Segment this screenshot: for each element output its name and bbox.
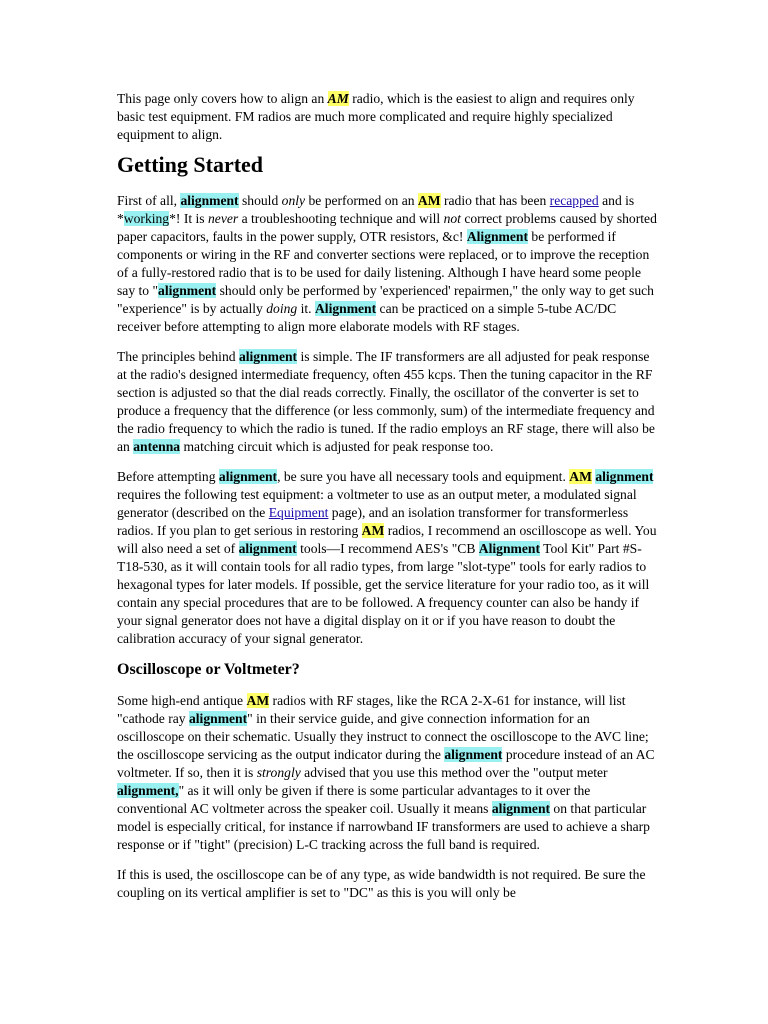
text-run: radio that has been	[440, 193, 550, 208]
highlight-alignment: alignment,	[117, 783, 179, 798]
paragraph-if-this-is-used	[117, 866, 657, 902]
intro-paragraph	[117, 90, 657, 144]
highlight-am	[328, 91, 349, 106]
text-run: AM	[327, 91, 349, 106]
text-run: can be practiced on a simple 5-tube AC/DC receiver before attempting to align more elaborate models with RF stages.	[117, 301, 617, 334]
paragraph-first-of-all	[117, 192, 657, 336]
text-run: should only be performed by 'experienced' repairmen," the only way to get such "experience" is by actually	[117, 283, 654, 316]
text-run: First of all,	[117, 193, 181, 208]
text-run: If this is used, the oscilloscope can be of any type, as wide bandwidth is not required. Be sure the coupling on its vertical amplifier is set to "DC" as this is you will only be	[117, 867, 646, 900]
text-run: radios, I recommend an oscilloscope as well. You will also need a set of	[117, 523, 657, 556]
highlight-alignment: alignment	[238, 349, 298, 364]
highlight-am: AM	[361, 523, 385, 538]
text-run: a troubleshooting technique and will	[238, 211, 444, 226]
heading-getting-started: Getting Started	[117, 152, 264, 177]
paragraph-before-attempting	[117, 468, 657, 648]
highlight-antenna: antenna	[133, 439, 181, 454]
document-body	[117, 90, 657, 914]
emphasis: only	[281, 193, 306, 208]
text-run: The principles behind	[117, 349, 239, 364]
emphasis: doing	[266, 301, 298, 316]
emphasis: never	[208, 211, 239, 226]
highlight-alignment: alignment	[444, 747, 503, 762]
highlight-alignment: Alignment	[314, 301, 377, 316]
highlight-alignment: alignment	[180, 193, 239, 208]
text-run: requires the following test equipment: a voltmeter to use as an output meter, a modulated signal generator (described on the	[117, 487, 637, 520]
text-run: procedure instead of an AC voltmeter. If so, then it is	[117, 747, 655, 780]
text-run: tools—I recommend AES's "CB	[296, 541, 479, 556]
text-run: Tool Kit" Part #S-T18-530, as it will contain tools for all radio types, from large "slot-type" tools for early radios to hexagonal types for later models. If possible, get the service literature for your radio too, as it will contain any special procedures that are to be followed. A frequency counter can also be handy if your signal generator does not have a digital display on it or if you have reason to doubt the calibration accuracy of your signal generator.	[117, 541, 650, 646]
text-run: is simple. The IF transformers are all adjusted for peak response at the radio's designed intermediate frequency, often 455 kcps. Then the tuning capacitor in the RF section is adjusted so that the dial reads correctly. Finally, the oscillator of the converter is set to produce a frequency that the difference (or less commonly, sum) of the intermediate frequency and the radio frequency to which the radio is tuned. If the radio employs an RF stage, there will also be an	[117, 349, 655, 454]
link-recapped[interactable]: recapped	[549, 193, 599, 208]
emphasis: not	[443, 211, 461, 226]
text-run: correct problems caused by shorted paper capacitors, faults in the power supply, OTR resistors, &c!	[117, 211, 657, 244]
text-run: This page only covers how to align an	[117, 91, 328, 106]
text-run: advised that you use this method over the "output meter	[300, 765, 608, 780]
text-run: be performed if components or wiring in the RF and converter sections were replaced, or to improve the reception of a fully-restored radio that is to be used for daily listening. Although I have heard some people say to "	[117, 229, 650, 298]
text-run: Some high-end antique	[117, 693, 247, 708]
highlight-am: AM	[417, 193, 441, 208]
emphasis: strongly	[256, 765, 301, 780]
text-run: *! It is	[169, 211, 208, 226]
text-run: " as it will only be given if there is some particular advantages to it over the conventional AC voltmeter across the speaker coil. Usually it means	[117, 783, 591, 816]
highlight-alignment: alignment	[238, 541, 297, 556]
highlight-alignment: alignment	[218, 469, 278, 484]
text-run: be performed on an	[305, 193, 418, 208]
paragraph-high-end-radios	[117, 692, 657, 854]
paragraph-principles	[117, 348, 657, 456]
highlight-alignment: alignment	[188, 711, 248, 726]
text-run: it.	[297, 301, 315, 316]
text-run: Before attempting	[117, 469, 219, 484]
highlight-alignment: alignment	[158, 283, 217, 298]
text-run: and is *	[117, 193, 635, 226]
highlight-alignment: Alignment	[466, 229, 528, 244]
heading-oscilloscope-or-voltmeter: Oscilloscope or Voltmeter?	[117, 661, 300, 678]
text-run: should	[238, 193, 282, 208]
text-run: page), and an isolation transformer for transformerless radios. If you plan to get serious in restoring	[117, 505, 629, 538]
text-run: radio, which is the easiest to align and requires only basic test equipment. FM radios are much more complicated and require highly specialized equipment to align.	[117, 91, 635, 142]
highlight-alignment: Alignment	[478, 541, 540, 556]
link-equipment[interactable]: Equipment	[268, 505, 329, 520]
text-run: , be sure you have all necessary tools and equipment.	[277, 469, 570, 484]
text-run: " in their service guide, and give connection information for an oscilloscope on their schematic. Usually they instruct to connect the oscilloscope to the AVC line; the oscilloscope servicing as the output indicator during the	[117, 711, 649, 762]
text-run: matching circuit which is adjusted for peak response too.	[180, 439, 494, 454]
text-run: radios with RF stages, like the RCA 2-X-61 for instance, will list "cathode ray	[117, 693, 626, 726]
highlight-alignment: alignment	[491, 801, 551, 816]
text-run: on that particular model is especially critical, for instance if narrowband IF transformers are used to achieve a sharp response or if "tight" (precision) L-C tracking across the full band is required.	[117, 801, 650, 852]
highlight-alignment: alignment	[595, 469, 654, 484]
highlight-working: working	[123, 211, 170, 226]
highlight-am: AM	[246, 693, 270, 708]
highlight-am: AM	[569, 469, 592, 484]
